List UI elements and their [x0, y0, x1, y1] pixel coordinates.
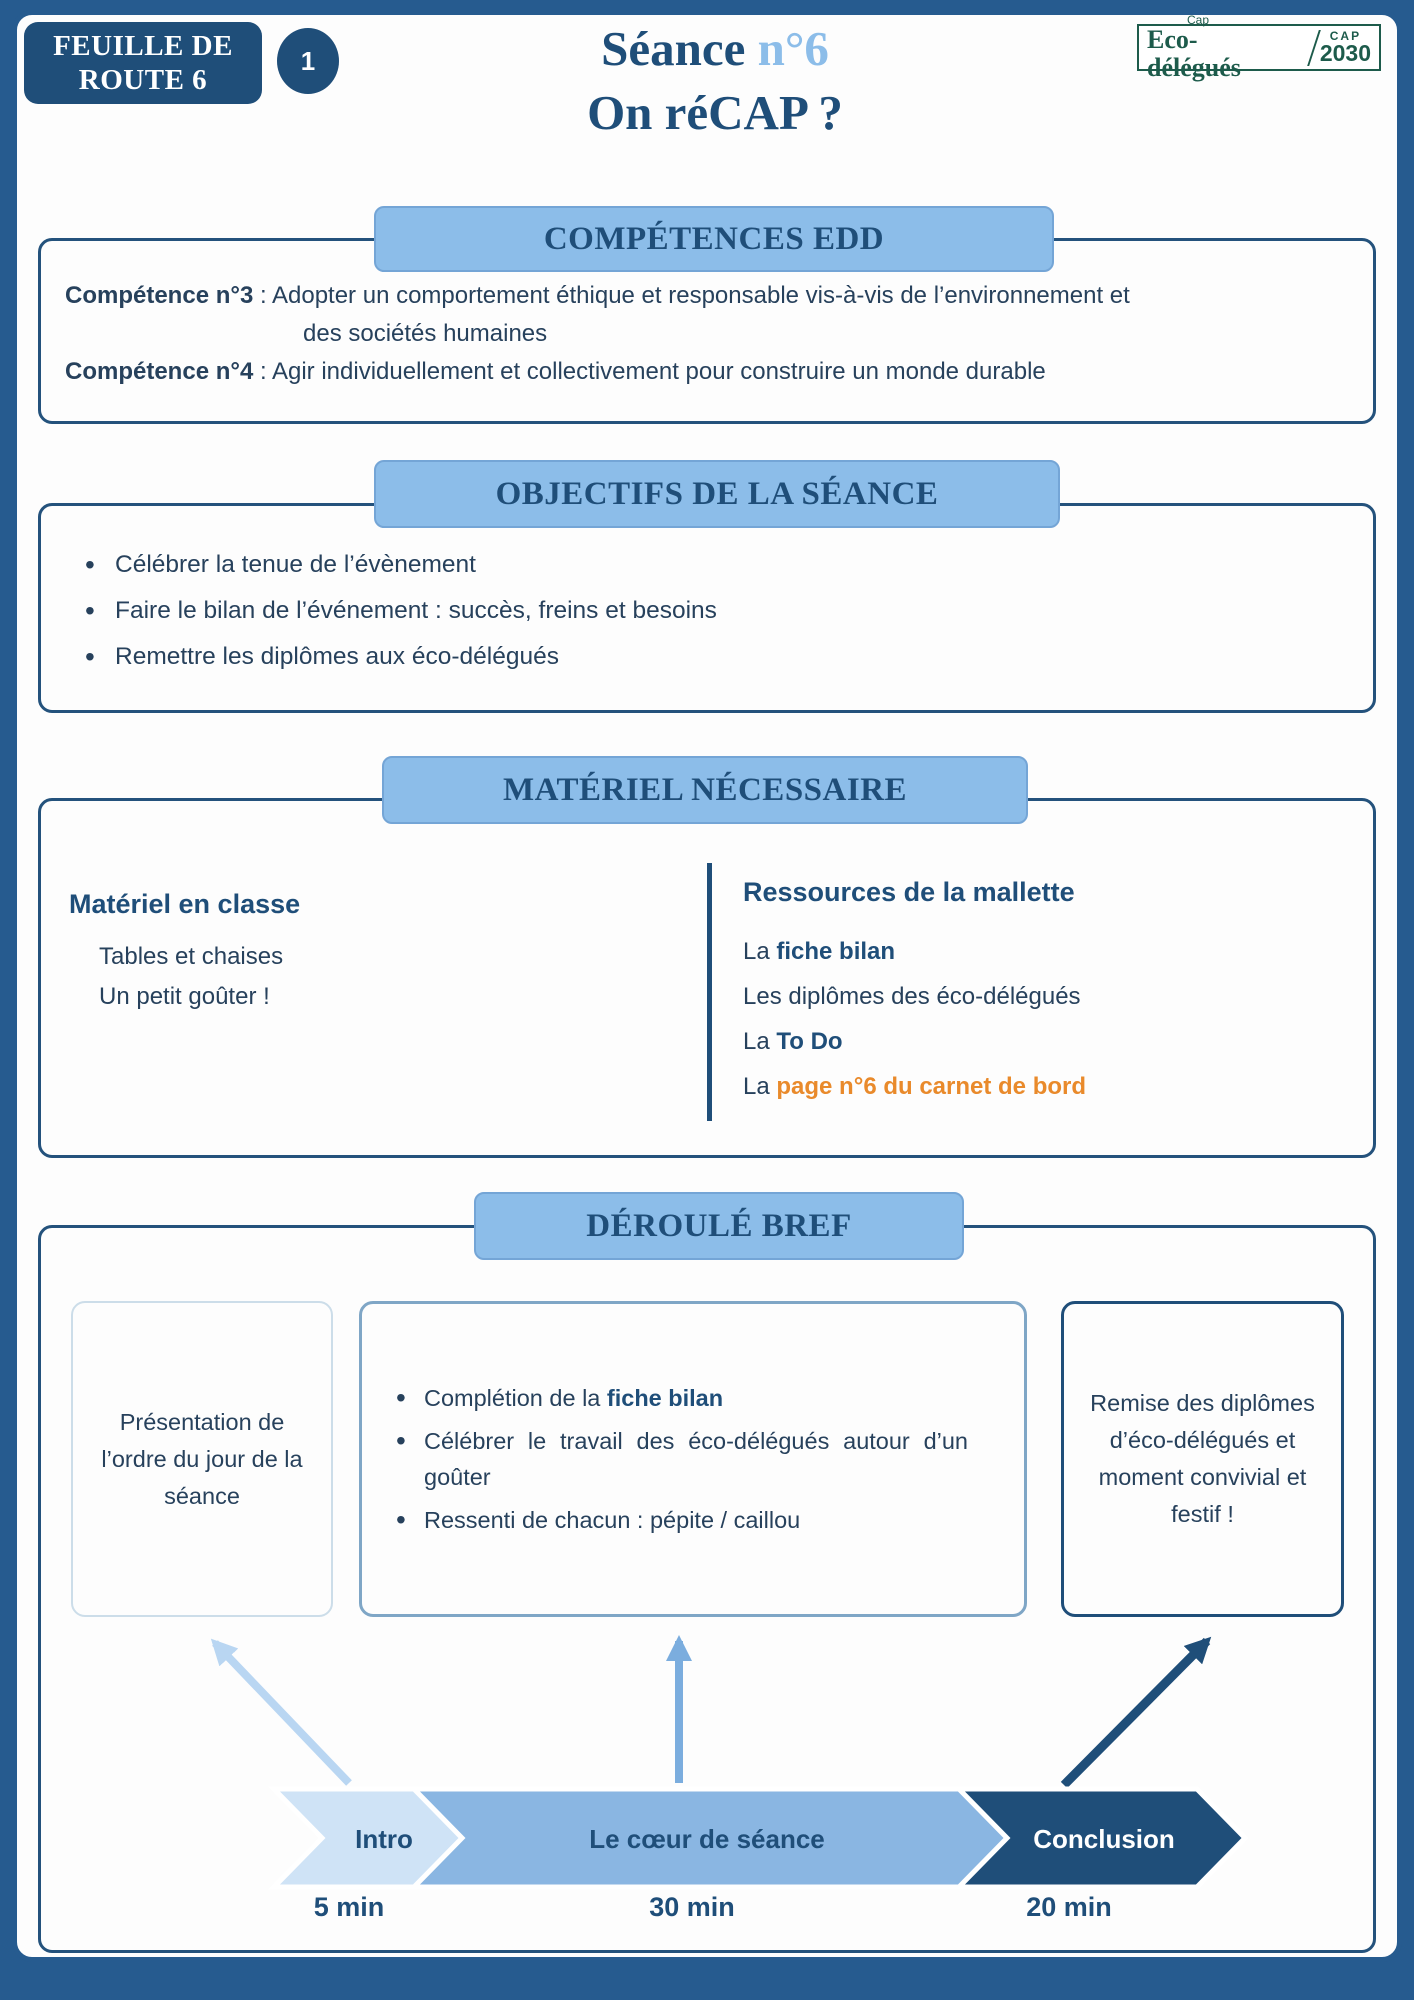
timeline-duration-coeur: 30 min	[649, 1892, 735, 1922]
arrow-to-conclusion-box	[1064, 1641, 1207, 1785]
ressource-item: La To Do	[743, 1028, 843, 1055]
section-header-competences: COMPÉTENCES EDD	[374, 206, 1054, 272]
materiel-item: Tables et chaises	[99, 943, 284, 970]
title-line-2: On réCAP ?	[587, 85, 843, 140]
coeur-step-list	[392, 1373, 996, 1545]
objectif-bullet: • Faire le bilan de l’événement : succès, freins et besoins	[81, 588, 1353, 634]
intro-step-box	[71, 1301, 333, 1617]
timeline-duration-intro: 5 min	[313, 1892, 385, 1922]
timeline-duration-conclusion: 20 min	[1026, 1892, 1112, 1922]
coeur-bullet: • Ressenti de chacun : pépite / caillou	[392, 1502, 996, 1538]
timeline-label-intro: Intro	[355, 1824, 413, 1854]
materiel-classe-list	[99, 937, 283, 1017]
competence-text-continuation: des sociétés humaines	[303, 320, 548, 347]
competence-label: Compétence n°3	[65, 282, 254, 309]
section-deroule-box	[38, 1225, 1376, 1953]
logo-cap-small: Cap	[1187, 12, 1210, 27]
competence-item	[65, 353, 1345, 391]
conclusion-step-box	[1061, 1301, 1344, 1617]
route-sheet-badge	[24, 22, 262, 104]
objectif-bullet: • Remettre les diplômes aux éco-délégués	[81, 634, 1353, 680]
competence-item	[65, 277, 1345, 315]
badge-line-2: ROUTE 6	[78, 64, 208, 96]
section-header-deroule: DÉROULÉ BREF	[474, 1192, 964, 1260]
competence-text: : Adopter un comportement éthique et responsable vis-à-vis de l’environnement et	[253, 282, 1130, 309]
logo-cap-2030-top: CAP	[1329, 29, 1362, 43]
logo-slash-icon	[1293, 30, 1321, 66]
ressource-item: Les diplômes des éco-délégués	[743, 983, 1081, 1010]
coeur-bullet: • Célébrer le travail des éco-délégués autour d’un goûter	[392, 1423, 996, 1495]
column-divider	[707, 863, 712, 1121]
intro-step-text: Présentation de l’ordre du jour de la séance	[101, 1408, 303, 1509]
logo-right-block	[1320, 31, 1371, 64]
objectif-bullet: • Célébrer la tenue de l’évènement	[81, 542, 1353, 588]
page-title	[300, 22, 1130, 140]
arrow-to-intro-box	[215, 1643, 349, 1783]
logo-left-block	[1147, 14, 1290, 82]
timeline-label-conclusion: Conclusion	[1033, 1824, 1175, 1854]
section-materiel-box	[38, 798, 1376, 1158]
title-session-number: n°6	[757, 21, 829, 76]
logo-name: Eco-délégués	[1147, 24, 1241, 82]
ressources-mallette-title: Ressources de la mallette	[743, 877, 1075, 907]
ressource-item: La page n°6 du carnet de bord	[743, 1073, 1087, 1100]
title-word: Séance	[601, 21, 746, 76]
badge-line-1: FEUILLE DE	[53, 30, 233, 62]
section-header-objectifs: OBJECTIFS DE LA SÉANCE	[374, 460, 1060, 528]
section-header-materiel: MATÉRIEL NÉCESSAIRE	[382, 756, 1028, 824]
title-line-1	[300, 22, 1130, 76]
logo-cap-2030-bottom: 2030	[1319, 40, 1371, 66]
competence-text: : Agir individuellement et collectivement pour construire un monde durable	[253, 358, 1046, 385]
carnet-de-bord-link: page n°6 du carnet de bord	[776, 1073, 1087, 1100]
objectifs-list	[41, 506, 1373, 680]
conclusion-step-text: Remise des diplômes d’éco-délégués et moment convivial et festif !	[1090, 1390, 1315, 1527]
competence-label: Compétence n°4	[65, 358, 254, 385]
coeur-bullet: • Complétion de la fiche bilan	[392, 1380, 996, 1416]
timeline-label-coeur: Le cœur de séance	[589, 1824, 825, 1854]
ressources-mallette-list	[743, 929, 1086, 1109]
coeur-step-box	[359, 1301, 1027, 1617]
section-objectifs-box	[38, 503, 1376, 713]
cap-eco-delegues-logo	[1137, 12, 1381, 82]
page-number-badge: 1	[277, 28, 339, 94]
ressource-item: La fiche bilan	[743, 938, 896, 965]
materiel-classe-title: Matériel en classe	[69, 889, 301, 919]
materiel-item: Un petit goûter !	[99, 983, 270, 1010]
